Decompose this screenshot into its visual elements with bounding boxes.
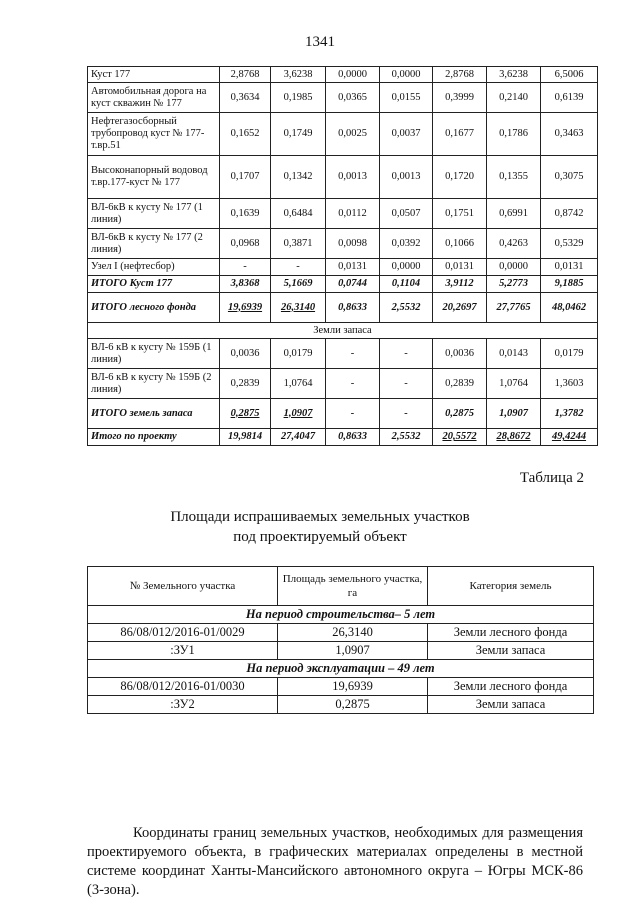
cell-value: 0,1677 xyxy=(433,113,487,156)
table-row xyxy=(88,642,594,660)
cell-value: 0,0025 xyxy=(326,113,380,156)
cell-value: 0,0392 xyxy=(380,229,433,259)
table-title-line: под проектируемый объект xyxy=(233,529,407,545)
cell-value: 0,1342 xyxy=(271,156,326,199)
cell-value: 0,1707 xyxy=(220,156,271,199)
cell-value: 2,5532 xyxy=(380,429,433,446)
cell-value: 19,9814 xyxy=(220,429,271,446)
land-area-table xyxy=(87,66,598,446)
cell-value: 0,2875 xyxy=(433,399,487,429)
period-row xyxy=(88,606,594,624)
cell-value: 0,3075 xyxy=(541,156,598,199)
cell-value: 26,3140 xyxy=(271,293,326,323)
plot-category: Земли лесного фонда xyxy=(428,678,594,696)
table-title-line: Площади испрашиваемых земельных участков xyxy=(170,509,470,525)
row-name: Высоконапорный водовод т.вр.177-куст № 177 xyxy=(88,156,220,199)
page-number: 1341 xyxy=(305,34,335,50)
cell-value: 2,5532 xyxy=(380,293,433,323)
row-name: Итого по проекту xyxy=(88,429,220,446)
cell-value: - xyxy=(220,259,271,276)
cell-value: 0,6139 xyxy=(541,83,598,113)
cell-value: 0,6991 xyxy=(487,199,541,229)
cell-value: 1,0764 xyxy=(271,369,326,399)
table-row xyxy=(88,696,594,714)
cell-value: 0,8633 xyxy=(326,293,380,323)
table-label: Таблица 2 xyxy=(519,470,584,486)
row-name: Узел I (нефтесбор) xyxy=(88,259,220,276)
row-name: ВЛ-6 кВ к кусту № 159Б (2 линия) xyxy=(88,369,220,399)
cell-value: 0,0013 xyxy=(326,156,380,199)
row-name: ИТОГО лесного фонда xyxy=(88,293,220,323)
cell-value: 0,8742 xyxy=(541,199,598,229)
cell-value: 0,0365 xyxy=(326,83,380,113)
cell-value: 1,3603 xyxy=(541,369,598,399)
table-row xyxy=(88,83,598,113)
cell-value: 1,0764 xyxy=(487,369,541,399)
row-name: Автомобильная дорога на куст скважин № 177 xyxy=(88,83,220,113)
table-row xyxy=(88,369,598,399)
cell-value: 0,0000 xyxy=(487,259,541,276)
table-row xyxy=(88,624,594,642)
cell-value: 0,0000 xyxy=(380,259,433,276)
row-name: ВЛ-6 кВ к кусту № 159Б (1 линия) xyxy=(88,339,220,369)
cell-value: 0,3463 xyxy=(541,113,598,156)
cell-value: 0,8633 xyxy=(326,429,380,446)
cell-value: 20,5572 xyxy=(433,429,487,446)
cell-value: 0,0098 xyxy=(326,229,380,259)
cell-value: 49,4244 xyxy=(541,429,598,446)
plot-area: 26,3140 xyxy=(278,624,428,642)
column-header: Площадь земельного участка, га xyxy=(278,567,428,606)
period-row xyxy=(88,660,594,678)
body-paragraph: Координаты границ земельных участков, необходимых для размещения проектируемого объекта, в графических материалах определены в местной системе координат Ханты-Мансийского автономного округа – Югры МСК-86 (3-зона). xyxy=(87,825,583,898)
cell-value: 0,0013 xyxy=(380,156,433,199)
period-title: На период эксплуатации – 49 лет xyxy=(88,660,594,678)
cell-value: 3,6238 xyxy=(487,67,541,83)
cell-value: 3,9112 xyxy=(433,276,487,293)
table-row xyxy=(88,113,598,156)
table-header-row xyxy=(88,567,594,606)
cell-value: 6,5006 xyxy=(541,67,598,83)
table-section-row xyxy=(88,323,598,339)
cell-value: 0,1720 xyxy=(433,156,487,199)
cell-value: 27,7765 xyxy=(487,293,541,323)
table-row xyxy=(88,259,598,276)
cell-value: - xyxy=(326,399,380,429)
cell-value: 0,0000 xyxy=(380,67,433,83)
table-row-grand-total xyxy=(88,429,598,446)
cell-value: 0,2839 xyxy=(433,369,487,399)
cell-value: 0,0036 xyxy=(220,339,271,369)
cell-value: - xyxy=(380,399,433,429)
cell-value: 0,1104 xyxy=(380,276,433,293)
plot-area: 1,0907 xyxy=(278,642,428,660)
row-name: Куст 177 xyxy=(88,67,220,83)
cell-value: 0,0037 xyxy=(380,113,433,156)
cell-value: 0,0155 xyxy=(380,83,433,113)
plot-category: Земли запаса xyxy=(428,696,594,714)
cell-value: 0,0131 xyxy=(326,259,380,276)
cell-value: 3,8368 xyxy=(220,276,271,293)
cell-value: 0,2839 xyxy=(220,369,271,399)
cell-value: 0,1355 xyxy=(487,156,541,199)
cell-value: 0,1751 xyxy=(433,199,487,229)
plots-table xyxy=(87,566,594,714)
cell-value: - xyxy=(380,339,433,369)
cell-value: 0,1639 xyxy=(220,199,271,229)
column-header: № Земельного участка xyxy=(88,567,278,606)
section-title: Земли запаса xyxy=(88,323,598,339)
cell-value: 0,0131 xyxy=(433,259,487,276)
row-name: ВЛ-6кВ к кусту № 177 (1 линия) xyxy=(88,199,220,229)
table-row xyxy=(88,339,598,369)
cell-value: 1,3782 xyxy=(541,399,598,429)
cell-value: 0,0507 xyxy=(380,199,433,229)
cell-value: 0,2875 xyxy=(220,399,271,429)
plot-id: 86/08/012/2016-01/0029 xyxy=(88,624,278,642)
cell-value: 0,4263 xyxy=(487,229,541,259)
cell-value: 0,0000 xyxy=(326,67,380,83)
cell-value: - xyxy=(326,369,380,399)
cell-value: 0,6484 xyxy=(271,199,326,229)
cell-value: 1,0907 xyxy=(271,399,326,429)
row-name: ИТОГО Куст 177 xyxy=(88,276,220,293)
plot-id: :ЗУ2 xyxy=(88,696,278,714)
cell-value: 2,8768 xyxy=(433,67,487,83)
cell-value: 0,0112 xyxy=(326,199,380,229)
table-row-total xyxy=(88,276,598,293)
cell-value: 27,4047 xyxy=(271,429,326,446)
row-name: ИТОГО земель запаса xyxy=(88,399,220,429)
cell-value: 0,3999 xyxy=(433,83,487,113)
cell-value: 0,1749 xyxy=(271,113,326,156)
cell-value: 20,2697 xyxy=(433,293,487,323)
cell-value: 5,2773 xyxy=(487,276,541,293)
cell-value: 48,0462 xyxy=(541,293,598,323)
cell-value: 3,6238 xyxy=(271,67,326,83)
cell-value: - xyxy=(326,339,380,369)
column-header: Категория земель xyxy=(428,567,594,606)
table-row-total xyxy=(88,293,598,323)
cell-value: - xyxy=(271,259,326,276)
cell-value: 2,8768 xyxy=(220,67,271,83)
cell-value: - xyxy=(380,369,433,399)
cell-value: 0,5329 xyxy=(541,229,598,259)
table-row xyxy=(88,229,598,259)
cell-value: 1,0907 xyxy=(487,399,541,429)
cell-value: 9,1885 xyxy=(541,276,598,293)
table-row xyxy=(88,678,594,696)
cell-value: 0,3871 xyxy=(271,229,326,259)
cell-value: 0,0036 xyxy=(433,339,487,369)
cell-value: 0,0143 xyxy=(487,339,541,369)
cell-value: 0,0179 xyxy=(541,339,598,369)
cell-value: 0,1652 xyxy=(220,113,271,156)
cell-value: 0,0968 xyxy=(220,229,271,259)
cell-value: 0,0179 xyxy=(271,339,326,369)
plot-area: 0,2875 xyxy=(278,696,428,714)
cell-value: 5,1669 xyxy=(271,276,326,293)
table-row-total xyxy=(88,399,598,429)
cell-value: 0,1786 xyxy=(487,113,541,156)
row-name: ВЛ-6кВ к кусту № 177 (2 линия) xyxy=(88,229,220,259)
cell-value: 0,3634 xyxy=(220,83,271,113)
period-title: На период строительства– 5 лет xyxy=(88,606,594,624)
cell-value: 0,1066 xyxy=(433,229,487,259)
plot-category: Земли запаса xyxy=(428,642,594,660)
table-row xyxy=(88,67,598,83)
cell-value: 19,6939 xyxy=(220,293,271,323)
plot-category: Земли лесного фонда xyxy=(428,624,594,642)
cell-value: 0,0744 xyxy=(326,276,380,293)
row-name: Нефтегазосборный трубопровод куст № 177-т.вр.51 xyxy=(88,113,220,156)
plot-id: 86/08/012/2016-01/0030 xyxy=(88,678,278,696)
plot-area: 19,6939 xyxy=(278,678,428,696)
plot-id: :ЗУ1 xyxy=(88,642,278,660)
table-row xyxy=(88,199,598,229)
cell-value: 0,0131 xyxy=(541,259,598,276)
cell-value: 0,1985 xyxy=(271,83,326,113)
cell-value: 28,8672 xyxy=(487,429,541,446)
cell-value: 0,2140 xyxy=(487,83,541,113)
table-row xyxy=(88,156,598,199)
table-title xyxy=(0,507,640,547)
